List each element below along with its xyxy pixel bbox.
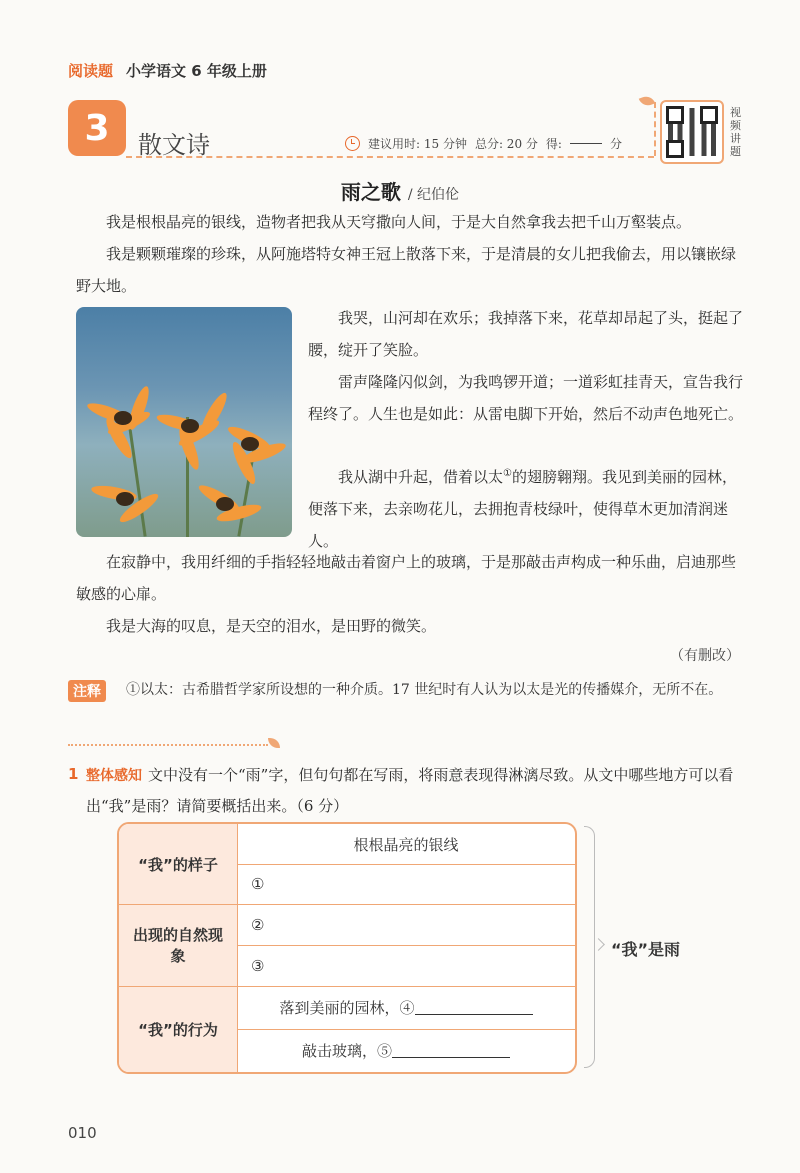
poem-paragraph: 我从湖中升起，借着以太①的翅膀翱翔。我见到美丽的园林，便落下来，去亲吻花儿，去拥抱青枝绿叶，使得草木更加清润迷人。 xyxy=(308,468,737,550)
answer-cell-5[interactable]: 敲击玻璃，⑤ xyxy=(237,1029,575,1072)
lesson-number: 3 xyxy=(68,100,126,156)
question-text: 整体感知 文中没有一个“雨”字，但句句都在写雨，将雨意表现得淋漓尽致。从文中哪些地方可以看出“我”是雨？请简要概括出来。（6 分） xyxy=(86,766,734,815)
footnote-mark: ① xyxy=(503,468,512,479)
row-label-appearance: “我”的样子 xyxy=(119,824,237,904)
score-blank xyxy=(570,143,602,144)
source-note: （有删改） xyxy=(670,648,740,664)
poem-paragraph: 我是大海的叹息，是天空的泪水，是田野的微笑。 xyxy=(106,617,437,635)
flower-photo xyxy=(76,307,292,537)
leaf-icon xyxy=(639,94,656,108)
poem-paragraph: 在寂静中，我用纤细的手指轻轻地敲击着窗户上的玻璃，于是那敲击声构成一种乐曲，启迪那些敏感的心扉。 xyxy=(76,553,737,603)
banner-divider-vertical xyxy=(654,102,656,156)
lesson-title: 散文诗 xyxy=(138,131,210,159)
answer-blank[interactable] xyxy=(415,1000,533,1015)
banner-divider xyxy=(126,156,654,158)
answer-cell-3[interactable]: ③ xyxy=(251,956,265,975)
poem-paragraph: 我是根根晶亮的银线，造物者把我从天穹撒向人间，于是大自然拿我去把千山万壑装点。 xyxy=(106,213,692,231)
question-number: 1 xyxy=(68,765,79,783)
answer-blank[interactable] xyxy=(392,1043,510,1058)
answer-cell-4[interactable]: 落到美丽的园林，④ xyxy=(237,986,575,1029)
leaf-icon xyxy=(268,738,280,748)
got-unit: 分 xyxy=(609,137,622,151)
brace-icon xyxy=(584,826,595,1068)
poem-title: 雨之歌 xyxy=(340,180,401,204)
row-label-phenomena: 出现的自然现象 xyxy=(119,904,237,986)
qr-code-icon[interactable] xyxy=(660,100,724,164)
page-number: 010 xyxy=(68,1124,97,1142)
answer-table xyxy=(117,822,577,1074)
note-text: ①以太：古希腊哲学家所设想的一种介质。17 世纪时有人认为以太是光的传播媒介，无所不在。 xyxy=(126,682,723,698)
qr-side-label: 视频讲题 xyxy=(730,106,741,158)
score-label: 总分: 20 分 xyxy=(474,137,538,151)
note-tag: 注释 xyxy=(68,680,106,702)
poem-paragraph: 我是颗颗璀璨的珍珠，从阿施塔特女神王冠上散落下来，于是清晨的女儿把我偷去，用以镶嵌绿野大地。 xyxy=(76,245,737,295)
question-tag: 整体感知 xyxy=(86,768,142,784)
answer-cell-given: 根根晶亮的银线 xyxy=(353,835,459,854)
poem-heading xyxy=(0,176,800,205)
got-label: 得: xyxy=(545,137,562,151)
clock-icon xyxy=(345,136,360,151)
poem-paragraph: 我哭，山河却在欢乐；我掉落下来，花草却昂起了头，挺起了腰，绽开了笑脸。 xyxy=(308,309,744,359)
poem-paragraph: 雷声隆隆闪似剑，为我鸣锣开道；一道彩虹挂青天，宣告我行程终了。人生也是如此：从雷电脚下开始，然后不动声色地死亡。 xyxy=(308,373,744,423)
answer-cell-1[interactable]: ① xyxy=(251,875,265,893)
lesson-meta xyxy=(345,135,622,152)
section-tag: 阅读题 xyxy=(68,62,114,80)
table-conclusion: “我”是雨 xyxy=(611,940,681,959)
answer-cell-2[interactable]: ② xyxy=(251,915,265,934)
book-title: 小学语文 6 年级上册 xyxy=(126,62,267,80)
row-label-actions: “我”的行为 xyxy=(119,986,237,1072)
poem-author: / 纪伯伦 xyxy=(407,187,460,203)
section-separator xyxy=(68,744,268,746)
time-label: 建议用时: 15 分钟 xyxy=(368,137,467,151)
